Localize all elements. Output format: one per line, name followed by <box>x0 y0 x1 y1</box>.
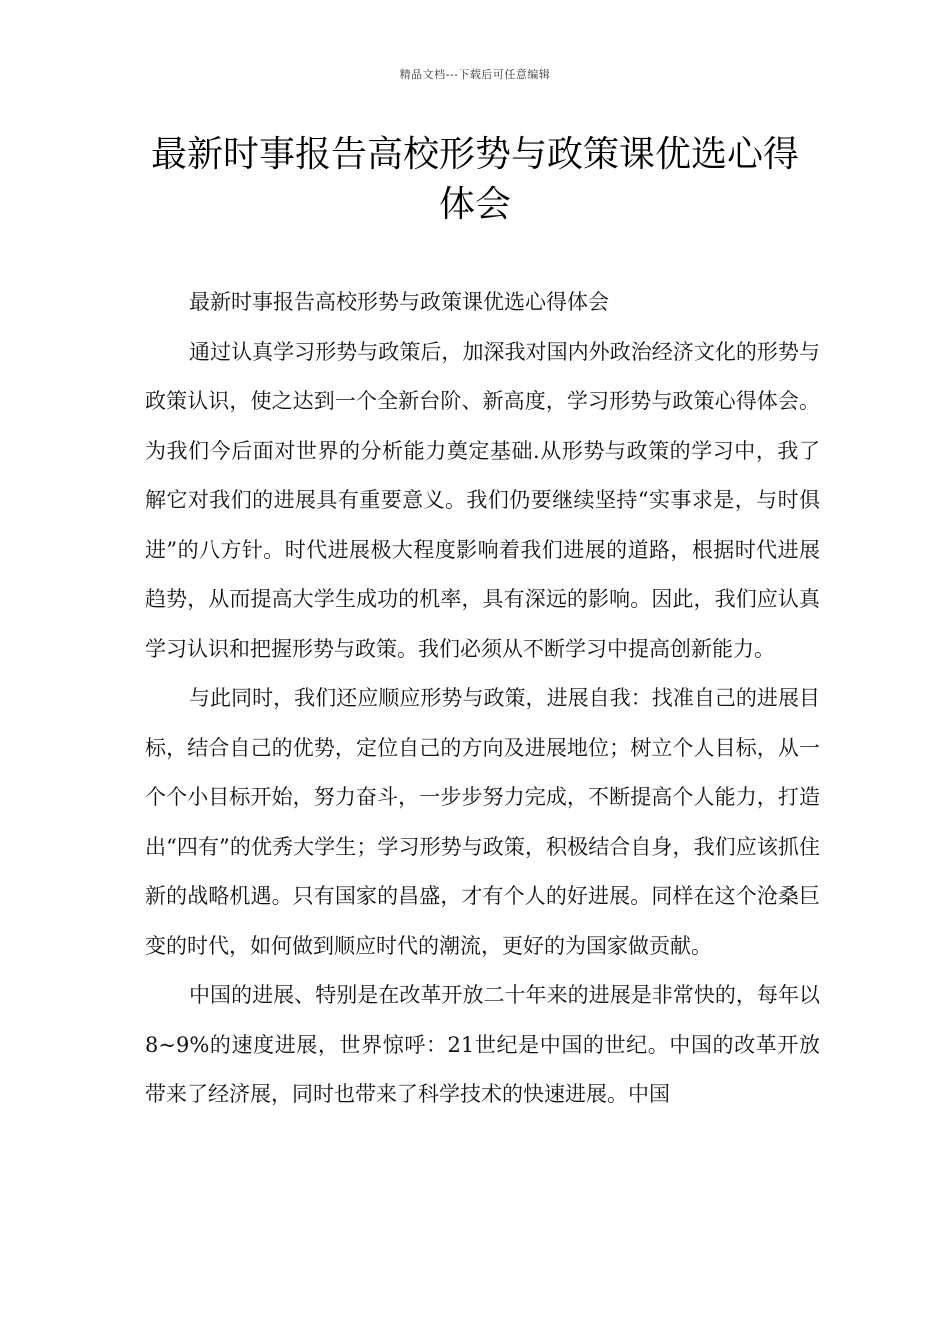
header-note: 精品文档---下载后可任意编辑 <box>399 68 551 81</box>
paragraph: 与此同时，我们还应顺应形势与政策，进展自我：找准自己的进展目标，结合自己的优势，定位自己的方向及进展地位；树立个人目标，从一个个小目标开始，努力奋斗，一步步努力完成，不断提高个人能力，打造出“四有”的优秀大学生；学习形势与政策，积极结合自身，我们应该抓住新的战略机遇。只有国家的昌盛，才有个人的好进展。同样在这个沧桑巨变的时代，如何做到顺应时代的潮流，更好的为国家做贡献。 <box>145 686 820 958</box>
paragraph-subtitle: 最新时事报告高校形势与政策课优选心得体会 <box>189 290 609 314</box>
document-body <box>145 278 820 1120</box>
document-title: 最新时事报告高校形势与政策课优选心得体会 <box>150 134 799 225</box>
paragraph: 中国的进展、特别是在改革开放二十年来的进展是非常快的，每年以8~9%的速度进展，世界惊呼：21世纪是中国的世纪。中国的改革开放带来了经济展，同时也带来了科学技术的快速进展。中国 <box>145 983 820 1106</box>
paragraph: 通过认真学习形势与政策后，加深我对国内外政治经济文化的形势与政策认识，使之达到一个全新台阶、新高度，学习形势与政策心得体会。为我们今后面对世界的分析能力奠定基础.从形势与政策的学习中，我了解它对我们的进展具有重要意义。我们仍要继续坚持“实事求是，与时俱进”的八方针。时代进展极大程度影响着我们进展的道路，根据时代进展趋势，从而提高大学生成功的机率，具有深远的影响。因此，我们应认真学习认识和把握形势与政策。我们必须从不断学习中提高创新能力。 <box>145 339 820 661</box>
